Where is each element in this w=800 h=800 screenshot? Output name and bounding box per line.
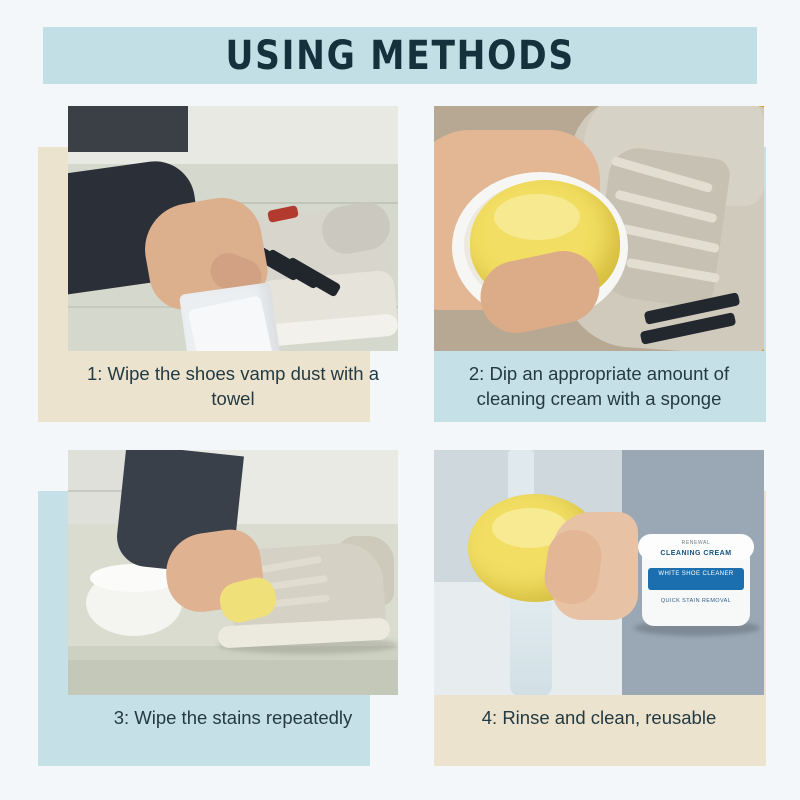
step-1-photo <box>68 106 398 351</box>
step-1-caption: 1: Wipe the shoes vamp dust with a towel <box>86 363 380 409</box>
step-4-photo <box>434 450 764 695</box>
page-title-band <box>43 27 757 84</box>
photo-rinse-and-clean <box>434 450 764 695</box>
steps-grid <box>0 100 800 790</box>
page-title: USING METHODS <box>225 32 575 79</box>
step-3-photo <box>68 450 398 695</box>
product-footer: QUICK STAIN REMOVAL <box>660 598 732 604</box>
photo-dip-sponge-in-cream <box>434 106 764 351</box>
step-card-4 <box>406 450 756 742</box>
product-name: CLEANING CREAM <box>660 550 732 557</box>
step-4-caption: 4: Rinse and clean, reusable <box>481 707 717 728</box>
step-card-1 <box>48 106 398 423</box>
product-brand: RENEWAL <box>681 540 711 546</box>
photo-wipe-with-towel <box>68 106 398 351</box>
step-2-photo <box>434 106 764 351</box>
step-2-caption: 2: Dip an appropriate amount of cleaning cream with a sponge <box>468 363 730 409</box>
step-card-2 <box>406 106 756 423</box>
product-subtitle: WHITE SHOE CLEANER <box>658 571 734 577</box>
step-card-3 <box>48 450 398 742</box>
step-3-caption: 3: Wipe the stains repeatedly <box>113 707 353 728</box>
photo-wipe-stains-repeatedly <box>68 450 398 695</box>
